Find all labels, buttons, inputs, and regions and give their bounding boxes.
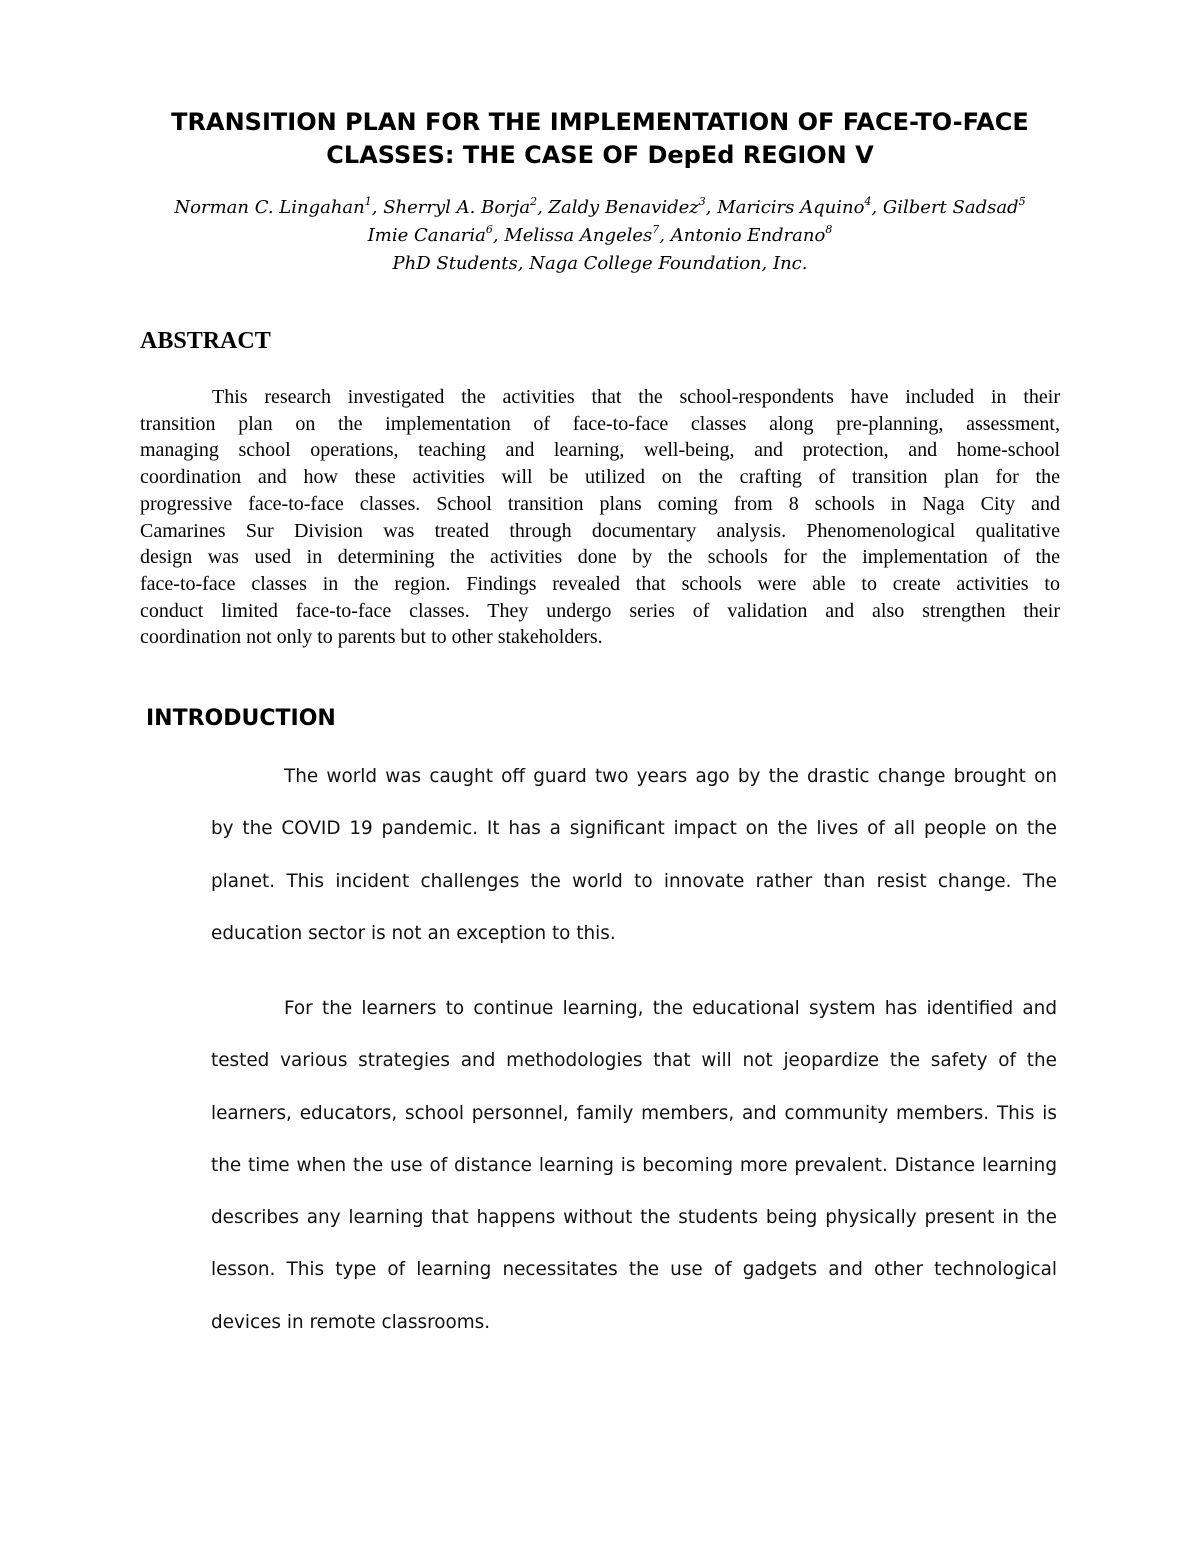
author-affiliation-mark: 8: [825, 223, 833, 236]
author-name: Antonio Endrano: [670, 225, 826, 246]
paper-title: [100, 106, 1100, 172]
author-affiliation-mark: 7: [652, 223, 660, 236]
author-affiliation-mark: 5: [1018, 195, 1026, 208]
abstract-line: coordination and how these activities will be utilized on the crafting of transition plan for the: [140, 466, 1060, 489]
introduction-paragraph-1: [211, 751, 1057, 960]
paragraph-line: by the COVID 19 pandemic. It has a significant impact on the lives of all people on the: [211, 818, 1057, 840]
abstract-line: progressive face-to-face classes. School transition plans coming from 8 schools in Naga City and: [140, 492, 1060, 515]
paragraph-line: describes any learning that happens without the students being physically present in the: [211, 1207, 1057, 1229]
paragraph-line: planet. This incident challenges the world to innovate rather than resist change. The: [211, 870, 1057, 892]
abstract-line: coordination not only to parents but to other stakeholders.: [140, 626, 603, 649]
paragraph-line: For the learners to continue learning, the educational system has identified and: [284, 998, 1057, 1019]
author-name: Sherryl A. Borja: [383, 197, 531, 218]
abstract-line: conduct limited face-to-face classes. They undergo series of validation and also strengthen their: [140, 599, 1060, 622]
author-line-2: Imie Canaria$^6$, Melissa Angeles$^7$, Antonio Endrano$^8$: [367, 223, 833, 246]
paragraph-line: the time when the use of distance learning is becoming more prevalent. Distance learning: [211, 1154, 1057, 1176]
paragraph-line: learners, educators, school personnel, family members, and community members. This is: [211, 1102, 1057, 1124]
abstract-line: design was used in determining the activities done by the schools for the implementation of the: [140, 546, 1060, 569]
introduction-heading: INTRODUCTION: [146, 706, 336, 731]
paper-title-line-1: TRANSITION PLAN FOR THE IMPLEMENTATION OF FACE-TO-FACE: [171, 108, 1029, 136]
paragraph-line: education sector is not an exception to this.: [211, 922, 616, 944]
author-name: Maricirs Aquino: [717, 197, 865, 218]
author-line-1: Norman C. Lingahan$^1$, Sherryl A. Borja$^2$, Zaldy Benavidez$^3$, Maricirs Aquino$^4$, Gilbert Sadsad$^5$: [174, 195, 1026, 218]
abstract-line: face-to-face classes in the region. Findings revealed that schools were able to create activities to: [140, 572, 1060, 595]
paragraph-line: tested various strategies and methodologies that will not jeopardize the safety of the: [211, 1050, 1057, 1072]
author-name: Zaldy Benavidez: [548, 197, 699, 218]
author-name: Gilbert Sadsad: [882, 197, 1019, 218]
paper-title-line-2: CLASSES: THE CASE OF DepEd REGION V: [326, 141, 874, 169]
author-affiliation: PhD Students, Naga College Foundation, Inc.: [392, 253, 808, 274]
author-name: Imie Canaria: [367, 225, 486, 246]
author-affiliation-mark: 3: [698, 195, 706, 208]
author-affiliation-mark: 2: [530, 195, 538, 208]
abstract-line: transition plan on the implementation of face-to-face classes along pre-planning, assessment,: [140, 412, 1060, 435]
author-affiliation-mark: 4: [864, 195, 872, 208]
abstract-line: Camarines Sur Division was treated through documentary analysis. Phenomenological qualitative: [140, 519, 1060, 542]
author-name: Norman C. Lingahan: [174, 197, 365, 218]
abstract-heading: ABSTRACT: [140, 328, 271, 354]
author-name: Melissa Angeles: [504, 225, 653, 246]
abstract-body: [140, 384, 1060, 651]
paragraph-line: The world was caught off guard two years ago by the drastic change brought on: [284, 766, 1057, 787]
author-affiliation-mark: 6: [485, 223, 493, 236]
paragraph-line: lesson. This type of learning necessitates the use of gadgets and other technological: [211, 1259, 1057, 1281]
abstract-line: managing school operations, teaching and learning, well-being, and protection, and home-school: [140, 439, 1060, 462]
paragraph-line: devices in remote classrooms.: [211, 1311, 491, 1333]
abstract-line: This research investigated the activities that the school-respondents have included in their: [212, 386, 1060, 408]
author-affiliation-mark: 1: [364, 195, 372, 208]
introduction-paragraph-2: [211, 983, 1057, 1349]
author-block: [100, 194, 1100, 278]
